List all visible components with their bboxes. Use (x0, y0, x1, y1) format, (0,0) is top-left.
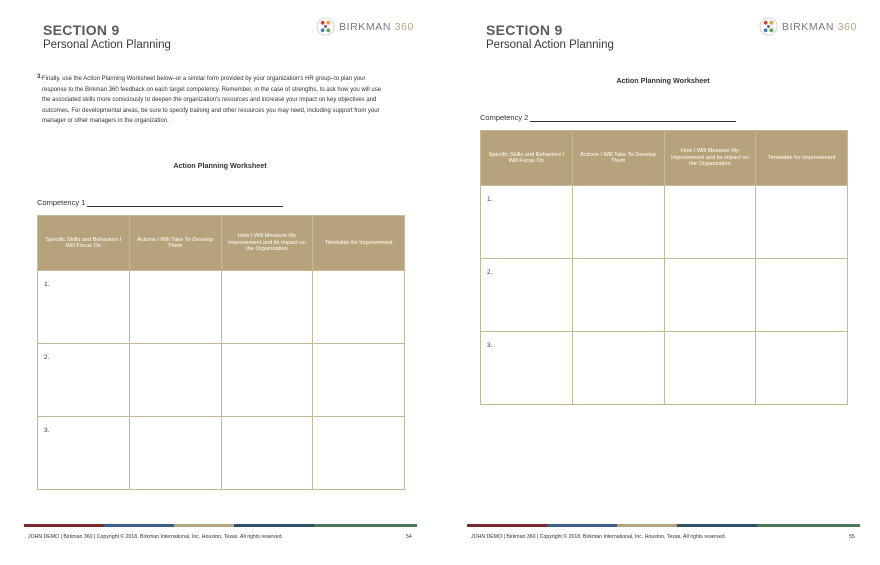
worksheet-title: Action Planning Worksheet (173, 161, 267, 170)
table-row (38, 271, 405, 344)
table-cell[interactable] (756, 259, 848, 332)
logo-text: BIRKMAN 360 (782, 20, 857, 33)
birkman-dots-logo-icon (759, 17, 778, 36)
table-cell[interactable] (313, 417, 405, 490)
intro-paragraph (37, 74, 387, 127)
row-number: 1. (44, 281, 50, 288)
worksheet-title: Action Planning Worksheet (616, 76, 710, 85)
table-cell[interactable] (221, 344, 313, 417)
action-planning-table (480, 130, 848, 405)
intro-number: 3. (37, 74, 43, 80)
table-cell[interactable] (221, 417, 313, 490)
table-cell[interactable] (481, 259, 573, 332)
competency-2-field (480, 113, 736, 122)
table-cell[interactable] (572, 259, 664, 332)
table-cell[interactable] (221, 271, 313, 344)
table-cell[interactable] (313, 271, 405, 344)
competency-1-field (37, 198, 283, 207)
intro-text: Finally, use the Action Planning Worksheet below–or a similar form provided by your organization's HR group–to plan your response to the Birkman 360 feedback on each target competency. Remember, in the case of strengths, to ask how you will use the associated skills more consciously to deepen the organization's resources and increase your impact on key objectives and outcomes. For developmental areas, be sure to specify training and other resources you may need, including support from your manager or other managers in the organization. (42, 76, 382, 125)
competency-blank-line (530, 113, 736, 122)
table-cell[interactable] (572, 332, 664, 405)
table-cell[interactable] (572, 186, 664, 259)
row-number: 3. (44, 427, 50, 434)
header-skills: Specific Skills and Behaviors I Will Focus On (481, 131, 573, 186)
table-cell[interactable] (756, 186, 848, 259)
page-number: 55 (849, 534, 855, 540)
footer-stripe (467, 524, 860, 527)
table-cell[interactable] (313, 344, 405, 417)
birkman-logo (316, 17, 414, 36)
logo-text: BIRKMAN 360 (339, 20, 414, 33)
header-measure: How I Will Measure My Improvement and its impact on the Organization (221, 216, 313, 271)
table-row (481, 259, 848, 332)
header-timetable: Timetable for Improvement (756, 131, 848, 186)
table-cell[interactable] (129, 271, 221, 344)
row-number: 1. (487, 196, 493, 203)
footer-copyright: JOHN DEMO | Birkman 360 | Copyright © 2018, Birkman International, Inc. Houston, Texas. All rights reserved. (28, 534, 283, 540)
table-header-row (481, 131, 848, 186)
table-cell[interactable] (481, 186, 573, 259)
header-measure: How I Will Measure My Improvement and its impact on the Organization (664, 131, 756, 186)
competency-blank-line (87, 198, 283, 207)
table-cell[interactable] (129, 344, 221, 417)
table-row (38, 417, 405, 490)
table-cell[interactable] (756, 332, 848, 405)
table-cell[interactable] (38, 344, 130, 417)
section-subtitle: Personal Action Planning (43, 39, 171, 51)
competency-label: Competency 1 (37, 198, 86, 207)
table-cell[interactable] (664, 259, 756, 332)
section-subtitle: Personal Action Planning (486, 39, 614, 51)
action-planning-table (37, 215, 405, 490)
competency-label: Competency 2 (480, 113, 529, 122)
page-number: 54 (406, 534, 412, 540)
table-row (481, 186, 848, 259)
birkman-dots-logo-icon (316, 17, 335, 36)
table-row (481, 332, 848, 405)
table-cell[interactable] (481, 332, 573, 405)
page-55 (443, 0, 880, 565)
footer-stripe (24, 524, 417, 527)
header-timetable: Timetable for Improvement (313, 216, 405, 271)
table-cell[interactable] (38, 271, 130, 344)
row-number: 3. (487, 342, 493, 349)
table-header-row (38, 216, 405, 271)
row-number: 2. (487, 269, 493, 276)
header-actions: Actions I Will Take To Develop Them (572, 131, 664, 186)
section-title: SECTION 9 (43, 22, 120, 38)
table-cell[interactable] (38, 417, 130, 490)
table-cell[interactable] (129, 417, 221, 490)
header-skills: Specific Skills and Behaviors I Will Focus On (38, 216, 130, 271)
table-row (38, 344, 405, 417)
row-number: 2. (44, 354, 50, 361)
header-actions: Actions I Will Take To Develop Them (129, 216, 221, 271)
section-title: SECTION 9 (486, 22, 563, 38)
table-cell[interactable] (664, 186, 756, 259)
footer-copyright: JOHN DEMO | Birkman 360 | Copyright © 2018, Birkman International, Inc. Houston, Texas. All rights reserved. (471, 534, 726, 540)
table-cell[interactable] (664, 332, 756, 405)
birkman-logo (759, 17, 857, 36)
